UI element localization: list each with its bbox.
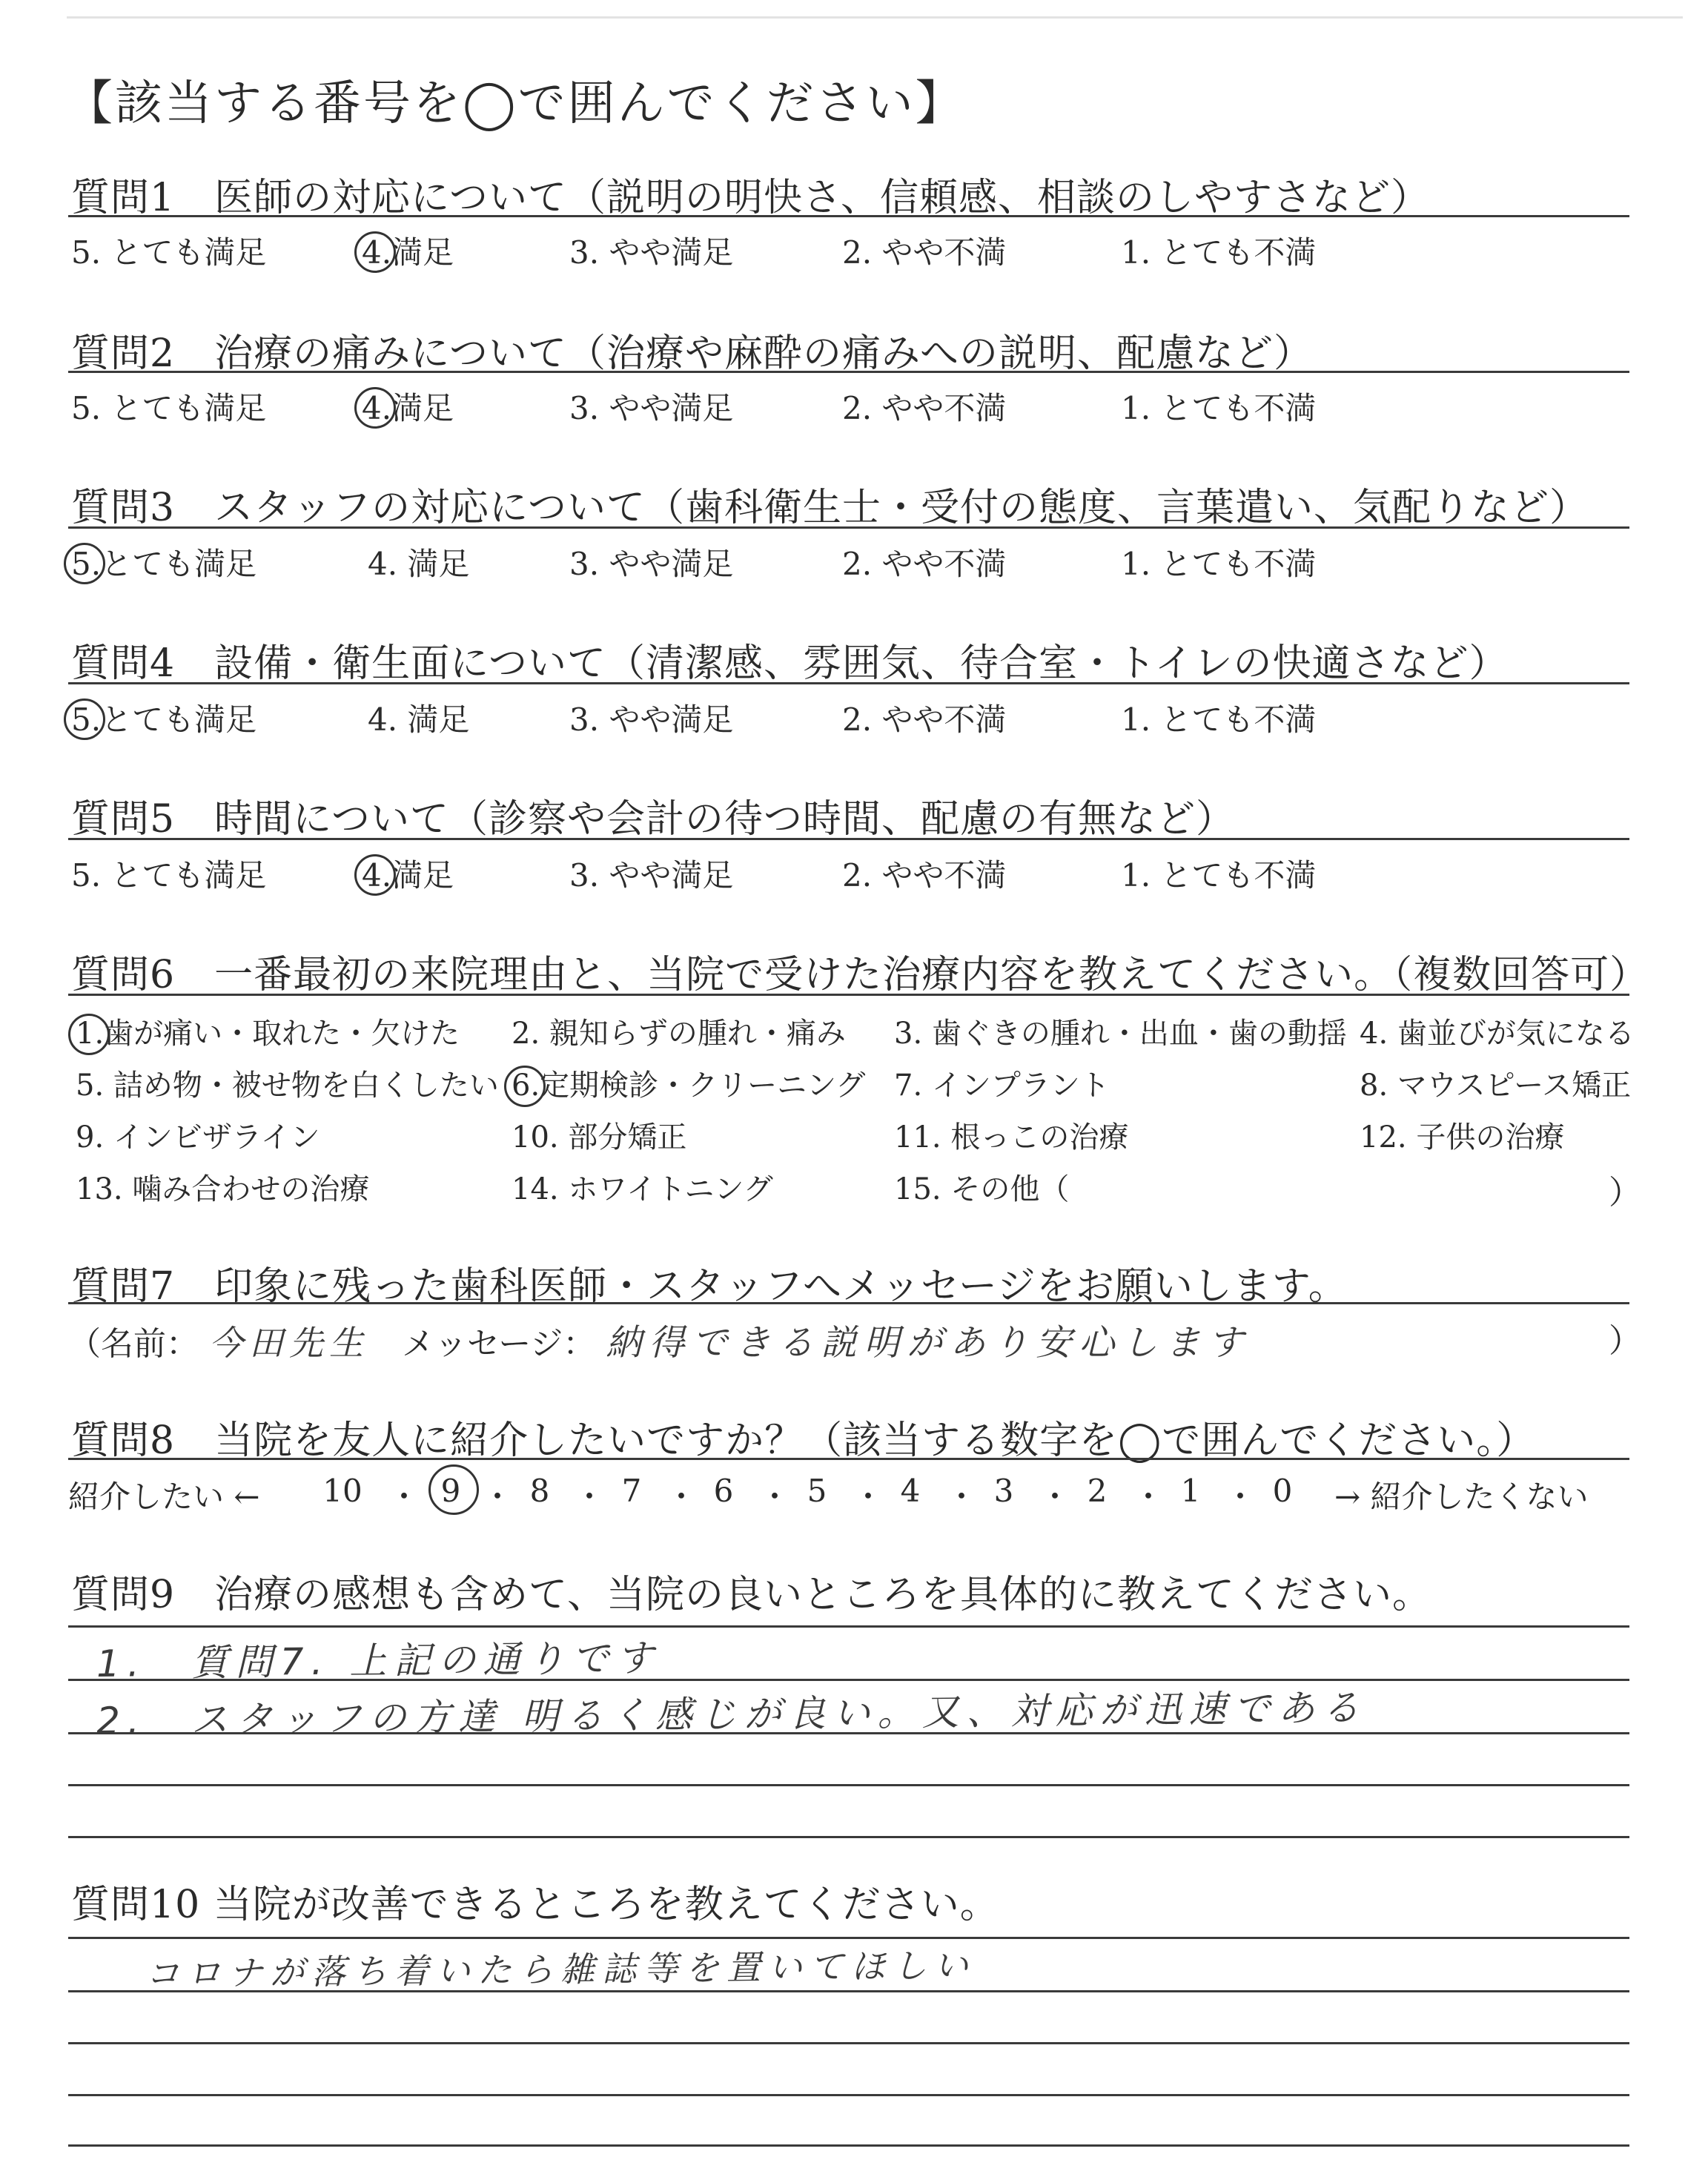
q6-item-1-circle: 1. <box>76 1017 105 1051</box>
q8-number-0[interactable]: 0 <box>1272 1473 1293 1509</box>
q10-line-2 <box>68 1990 1629 1992</box>
q5-circle-mark: 4. <box>362 857 392 894</box>
question-5-rule <box>68 838 1629 840</box>
q1-option-5[interactable]: 5. とても満足 <box>71 234 267 271</box>
q2-option-5[interactable]: 5. とても満足 <box>71 390 267 426</box>
q3-option-2[interactable]: 2. やや不満 <box>842 546 1007 582</box>
q8-dot: ・ <box>759 1479 791 1515</box>
question-7-rule <box>68 1302 1629 1304</box>
q9-line-2 <box>68 1679 1629 1681</box>
q8-number-9-selected[interactable]: 9 <box>440 1473 461 1509</box>
q9-line-5 <box>68 1836 1629 1838</box>
q6-item-6-circle: 6. <box>512 1069 540 1103</box>
q10-line-4 <box>68 2094 1629 2096</box>
q6-item-4[interactable]: 4. 歯並びが気になる <box>1360 1017 1635 1051</box>
page-title: 【該当する番号を◯で囲んでください】 <box>65 76 965 131</box>
question-3-title: 質問3 スタッフの対応について（歯科衛生士・受付の態度、言葉遣い、気配りなど） <box>71 486 1589 530</box>
q1-option-1[interactable]: 1. とても不満 <box>1121 234 1317 271</box>
top-border <box>67 16 1683 19</box>
q10-line-5 <box>68 2144 1629 2147</box>
question-4-title: 質問4 設備・衛生面について（清潔感、雰囲気、待合室・トイレの快適さなど） <box>71 641 1509 686</box>
q6-item-6-selected[interactable]: 6.定期検診・クリーニング <box>512 1069 866 1103</box>
q6-item-14[interactable]: 14. ホワイトニング <box>512 1172 773 1206</box>
q1-circle-mark: 4. <box>362 234 392 271</box>
q6-item-3[interactable]: 3. 歯ぐきの腫れ・出血・歯の動揺 <box>894 1017 1347 1051</box>
q8-right-label: → 紹介したくない <box>1334 1479 1589 1515</box>
q8-number-8[interactable]: 8 <box>529 1473 550 1509</box>
q8-dot: ・ <box>666 1479 698 1515</box>
q4-option-1[interactable]: 1. とても不満 <box>1121 701 1317 738</box>
q6-item-15-other[interactable]: 15. その他（ <box>894 1172 1070 1206</box>
q6-item-11[interactable]: 11. 根っこの治療 <box>894 1120 1129 1155</box>
q5-option-5[interactable]: 5. とても満足 <box>71 857 267 894</box>
q8-number-7[interactable]: 7 <box>621 1473 642 1509</box>
q6-item-2[interactable]: 2. 親知らずの腫れ・痛み <box>512 1017 846 1051</box>
q8-dot: ・ <box>1039 1479 1071 1515</box>
q8-dot: ・ <box>853 1479 884 1515</box>
q5-option-3[interactable]: 3. やや満足 <box>569 857 734 894</box>
question-1-rule <box>68 215 1629 217</box>
q3-option-1[interactable]: 1. とても不満 <box>1121 546 1317 582</box>
q7-message-label: メッセージ： <box>402 1325 596 1363</box>
q4-circle-mark: 5. <box>71 701 102 738</box>
q5-option-4-selected[interactable]: 4.満足 <box>362 857 454 894</box>
question-10-title: 質問10 当院が改善できるところを教えてください。 <box>71 1883 999 1927</box>
question-1-title: 質問1 医師の対応について（説明の明快さ、信頼感、相談のしやすさなど） <box>71 176 1430 220</box>
q9-line-1 <box>68 1625 1629 1628</box>
q7-name-value[interactable]: 今田先生 <box>209 1323 369 1363</box>
question-2-rule <box>68 371 1629 373</box>
q8-dot: ・ <box>482 1479 514 1515</box>
q4-option-5-selected[interactable]: 5.とても満足 <box>71 701 257 738</box>
q10-line-1 <box>68 1937 1629 1939</box>
q9-line-3 <box>68 1732 1629 1734</box>
q1-option-4-selected[interactable]: 4.満足 <box>362 234 454 271</box>
q5-option-1[interactable]: 1. とても不満 <box>1121 857 1317 894</box>
q2-option-4-selected[interactable]: 4.満足 <box>362 390 454 426</box>
question-4-rule <box>68 682 1629 684</box>
q8-dot: ・ <box>1225 1479 1257 1515</box>
q8-number-4[interactable]: 4 <box>900 1473 921 1509</box>
q10-line-3 <box>68 2042 1629 2044</box>
q8-number-3[interactable]: 3 <box>993 1473 1014 1509</box>
q4-option-4[interactable]: 4. 満足 <box>368 701 470 738</box>
q8-dot: ・ <box>388 1479 420 1515</box>
q9-answer-1[interactable]: 1. 質問7. 上記の通りです <box>96 1636 661 1685</box>
q6-item-1-selected[interactable]: 1.歯が痛い・取れた・欠けた <box>76 1017 460 1051</box>
q3-option-5-selected[interactable]: 5.とても満足 <box>71 546 257 582</box>
q8-dot: ・ <box>574 1479 606 1515</box>
q8-number-1[interactable]: 1 <box>1180 1473 1201 1509</box>
question-8-rule <box>68 1458 1629 1460</box>
question-9-title: 質問9 治療の感想も含めて、当院の良いところを具体的に教えてください。 <box>71 1573 1432 1617</box>
q2-option-3[interactable]: 3. やや満足 <box>569 390 734 426</box>
q8-dot: ・ <box>1133 1479 1165 1515</box>
question-5-title: 質問5 時間について（診察や会計の待つ時間、配慮の有無など） <box>71 797 1236 842</box>
q9-line-4 <box>68 1784 1629 1786</box>
q8-dot: ・ <box>946 1479 978 1515</box>
question-7-title: 質問7 印象に残った歯科医師・スタッフへメッセージをお願いします。 <box>71 1264 1348 1309</box>
q3-option-4[interactable]: 4. 満足 <box>368 546 470 582</box>
q2-option-1[interactable]: 1. とても不満 <box>1121 390 1317 426</box>
q2-option-2[interactable]: 2. やや不満 <box>842 390 1007 426</box>
q3-circle-mark: 5. <box>71 546 102 582</box>
q6-other-close-paren: ） <box>1609 1174 1641 1212</box>
q7-name-label: （名前： <box>68 1325 199 1363</box>
q8-left-label: 紹介したい ← <box>68 1479 260 1515</box>
q5-option-2[interactable]: 2. やや不満 <box>842 857 1007 894</box>
q6-item-7[interactable]: 7. インプラント <box>894 1069 1110 1103</box>
q6-item-8[interactable]: 8. マウスピース矯正 <box>1360 1069 1632 1103</box>
q4-option-2[interactable]: 2. やや不満 <box>842 701 1007 738</box>
q9-answer-2[interactable]: 2. スタッフの方達 明るく感じが良い。又、対応が迅速である <box>96 1686 1367 1743</box>
q8-number-2[interactable]: 2 <box>1087 1473 1108 1509</box>
q7-message-value[interactable]: 納得できる説明があり安心します <box>606 1322 1251 1364</box>
q4-option-3[interactable]: 3. やや満足 <box>569 701 734 738</box>
q8-number-6[interactable]: 6 <box>713 1473 734 1509</box>
q8-number-10[interactable]: 10 <box>322 1473 363 1509</box>
q1-option-3[interactable]: 3. やや満足 <box>569 234 734 271</box>
question-6-rule <box>68 994 1629 996</box>
question-8-title: 質問8 当院を友人に紹介したいですか？（該当する数字を◯で囲んでください。） <box>71 1418 1536 1463</box>
q6-item-5[interactable]: 5. 詰め物・被せ物を白くしたい <box>76 1069 499 1103</box>
q3-option-3[interactable]: 3. やや満足 <box>569 546 734 582</box>
question-3-rule <box>68 526 1629 529</box>
q1-option-2[interactable]: 2. やや不満 <box>842 234 1007 271</box>
q7-close-paren: ） <box>1609 1322 1641 1360</box>
question-2-title: 質問2 治療の痛みについて（治療や麻酔の痛みへの説明、配慮など） <box>71 331 1314 376</box>
q6-item-10[interactable]: 10. 部分矯正 <box>512 1120 687 1155</box>
q6-item-13[interactable]: 13. 噛み合わせの治療 <box>76 1172 370 1206</box>
q6-item-12[interactable]: 12. 子供の治療 <box>1360 1120 1565 1155</box>
q6-item-9[interactable]: 9. インビザライン <box>76 1120 320 1155</box>
question-6-title: 質問6 一番最初の来院理由と、当院で受けた治療内容を教えてください。（複数回答可） <box>71 953 1649 997</box>
q10-answer[interactable]: コロナが落ち着いたら雑誌等を置いてほしい <box>145 1945 976 1994</box>
q7-message-row <box>68 1314 1251 1365</box>
q8-number-5[interactable]: 5 <box>807 1473 827 1509</box>
q2-circle-mark: 4. <box>362 390 392 426</box>
